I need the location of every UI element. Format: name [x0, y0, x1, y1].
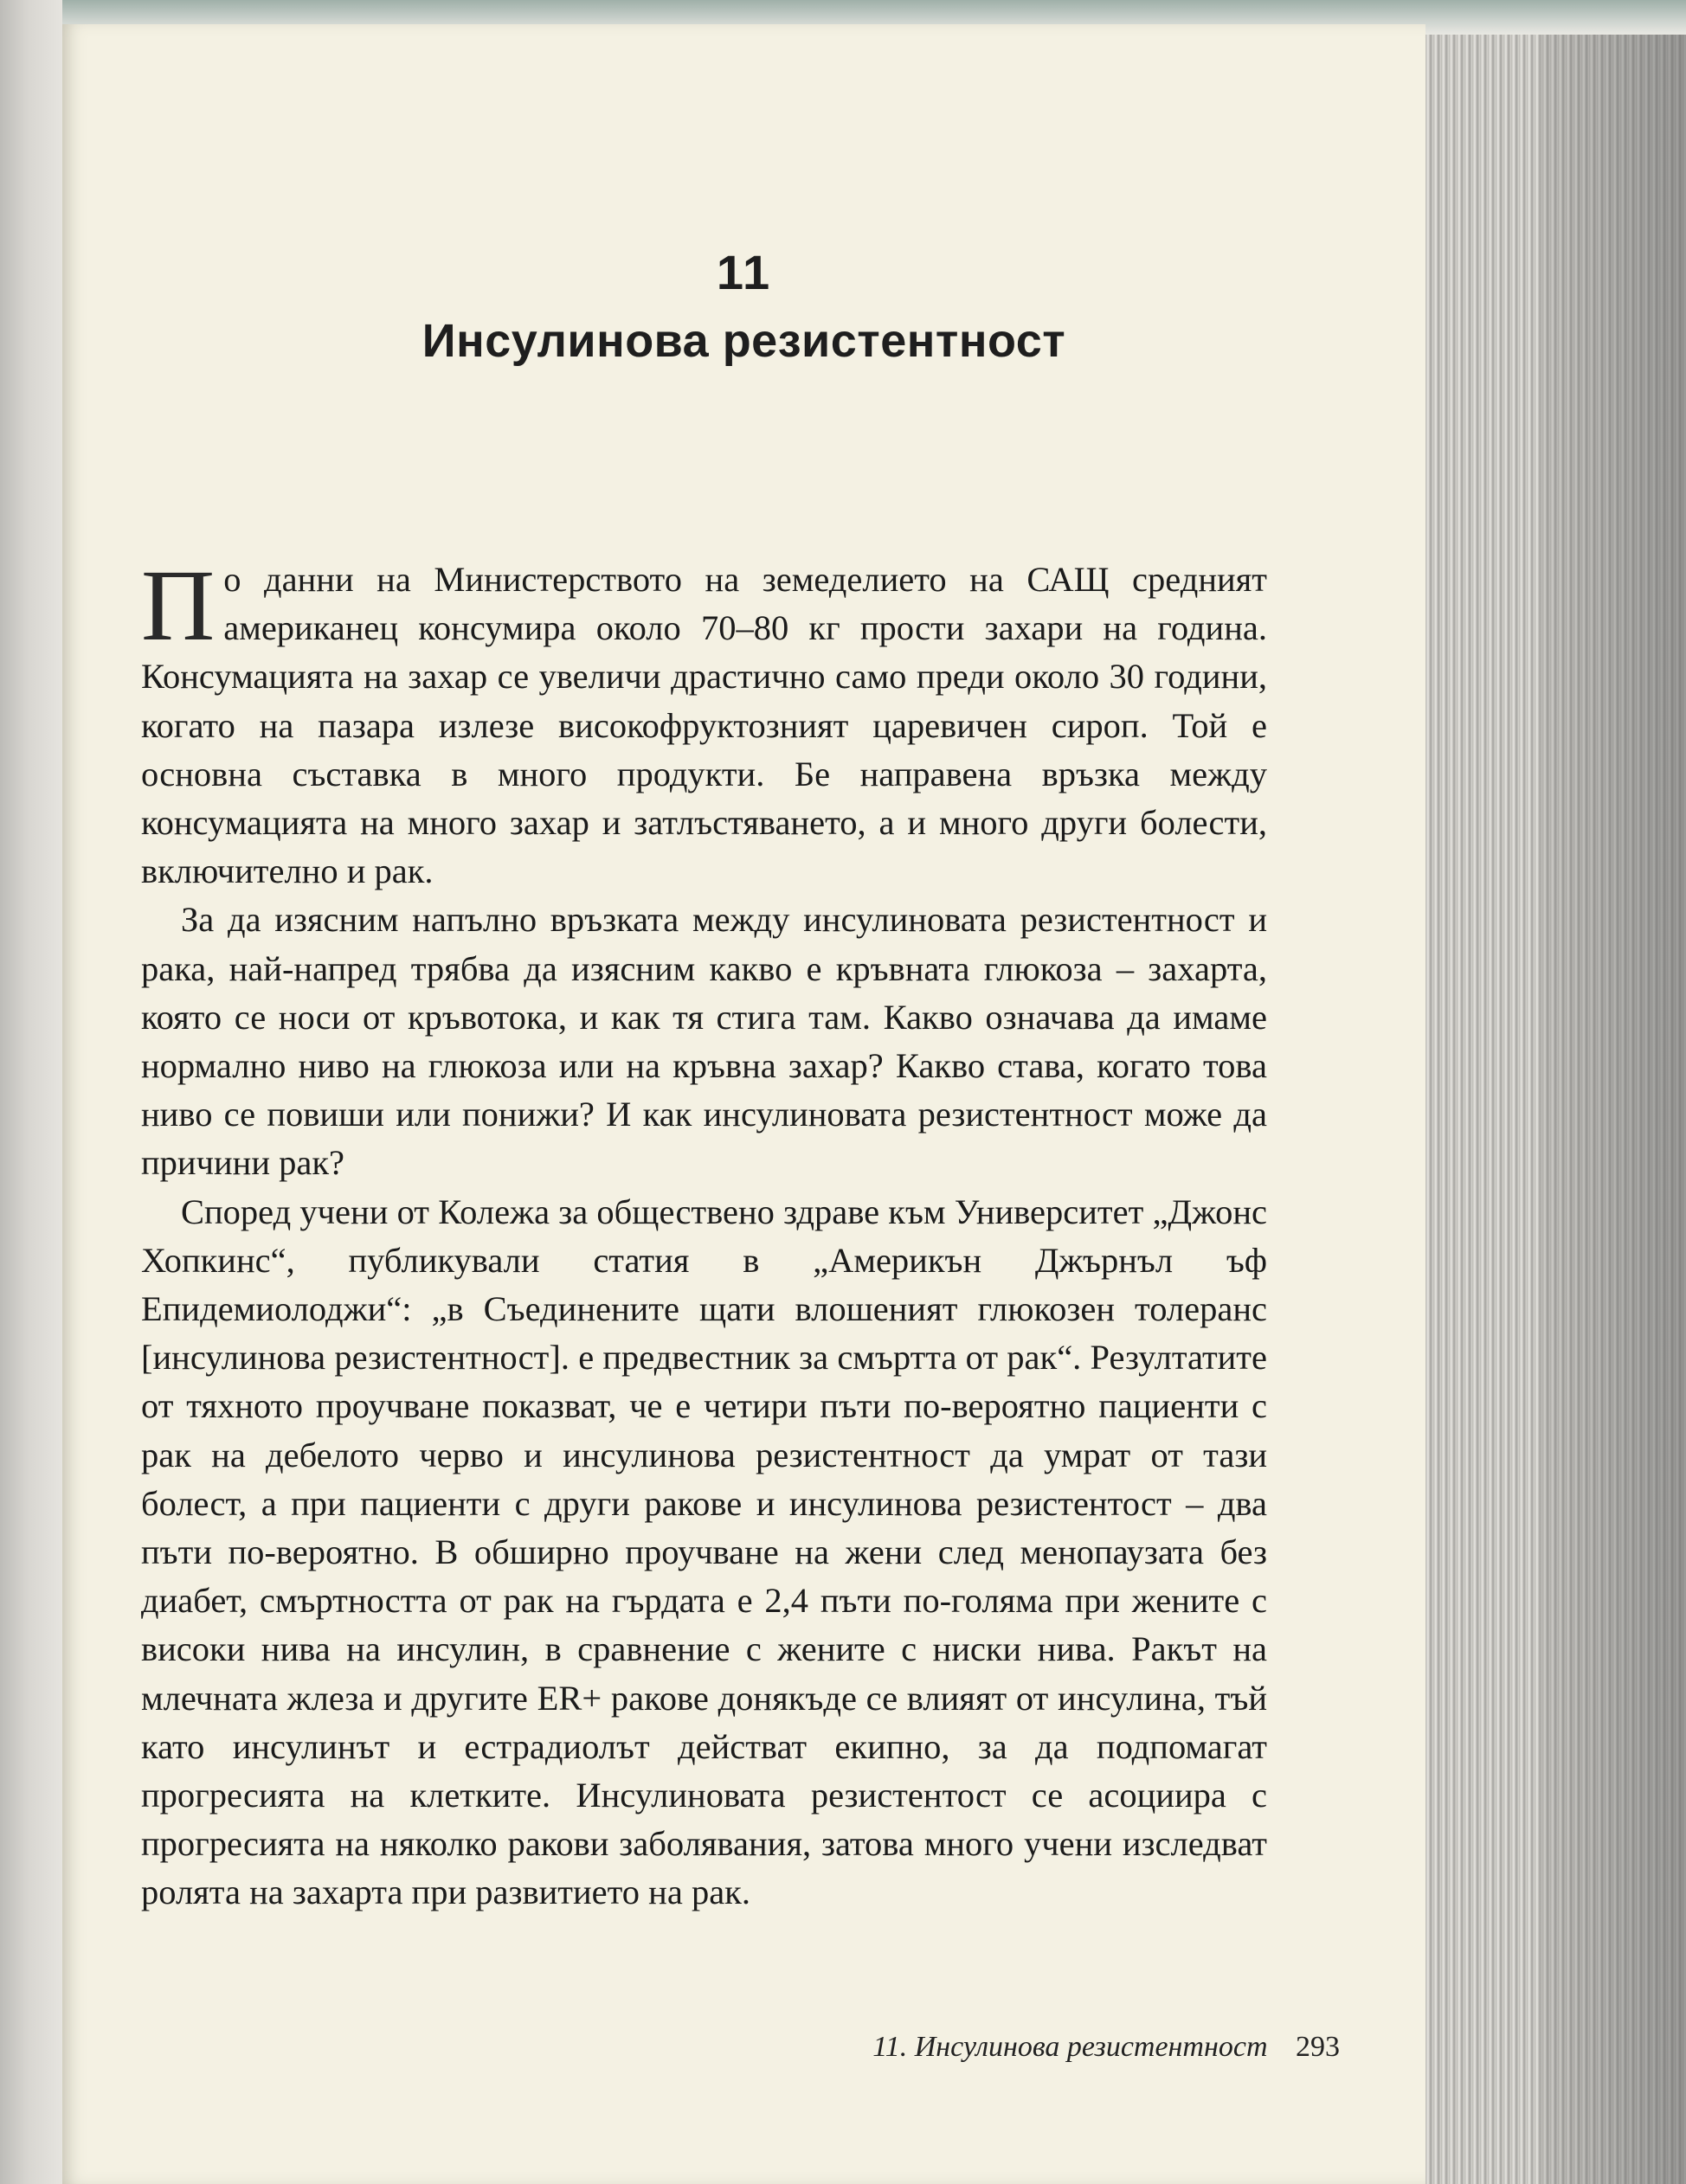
page-number: 293	[1296, 2031, 1340, 2063]
paragraph-2: За да изясним напълно връзката между инсулиновата резистентност и рака, най-напред трябва да изясним какво е кръвната глюкоза – захарта, която се носи от кръвотока, и как тя стига там. Какво означава да имаме нормално ниво на глюкоза или на кръвна захар? Какво става, когато това ниво се повиши или понижи? И как инсулиновата резистентност може да причини рак?	[141, 900, 1267, 1183]
chapter-number: 11	[716, 245, 772, 299]
book-gutter	[0, 0, 62, 2184]
page-stack-shadow	[1541, 35, 1686, 2184]
chapter-title: Инсулинова резистентност	[422, 315, 1066, 367]
drop-cap: П	[141, 549, 216, 662]
running-head: 11. Инсулинова резистентност	[872, 2031, 1268, 2063]
body-text	[141, 549, 1267, 1917]
paragraph-1	[141, 549, 1267, 896]
paragraph-3: Според учени от Колежа за обществено здраве към Университет „Джонс Хопкинс“, публикували статия в „Америкън Джърнъл ъф Епидемиолоджи“: „в Съединените щати влошеният глюкозен толеранс [инсулинова резистентност]. е предвестник за смъртта от рак“. Резултатите от тяхното проучване показват, че е четири пъти по-вероятно пациенти с рак на дебелото черво и инсулинова резистентност да умрат от тази болест, а при пациенти с други ракове и инсулинова резистентост – два пъти по-вероятно. В обширно проучване на жени след менопаузата без диабет, смъртността от рак на гърдата е 2,4 пъти по-голяма при жените с високи нива на инсулин, в сравнение с жените с ниски нива. Ракът на млечната жлеза и другите ER+ ракове донякъде се влияят от инсулина, тъй като инсулинът и естрадиолът действат екипно, за да подпомагат прогресията на клетките. Инсулиновата резистентост се асоциира с прогресията на няколко ракови заболявания, затова много учени изследват ролята на захарта при развитието на рак.	[141, 1192, 1267, 1912]
page-footer	[872, 2031, 1340, 2064]
paragraph-1-text: о данни на Министерството на земеделието на САЩ средният американец консумира около 70–80 кг прости захари на година. Консумацията на захар се увеличи драстично само преди около 30 години, когато на пазара излезе високофруктозният царевичен сироп. Той е основна съставка в много продукти. Бе направена връзка между консумацията на много захар и затлъстяването, а и много други болести, включително и рак.	[141, 560, 1267, 891]
